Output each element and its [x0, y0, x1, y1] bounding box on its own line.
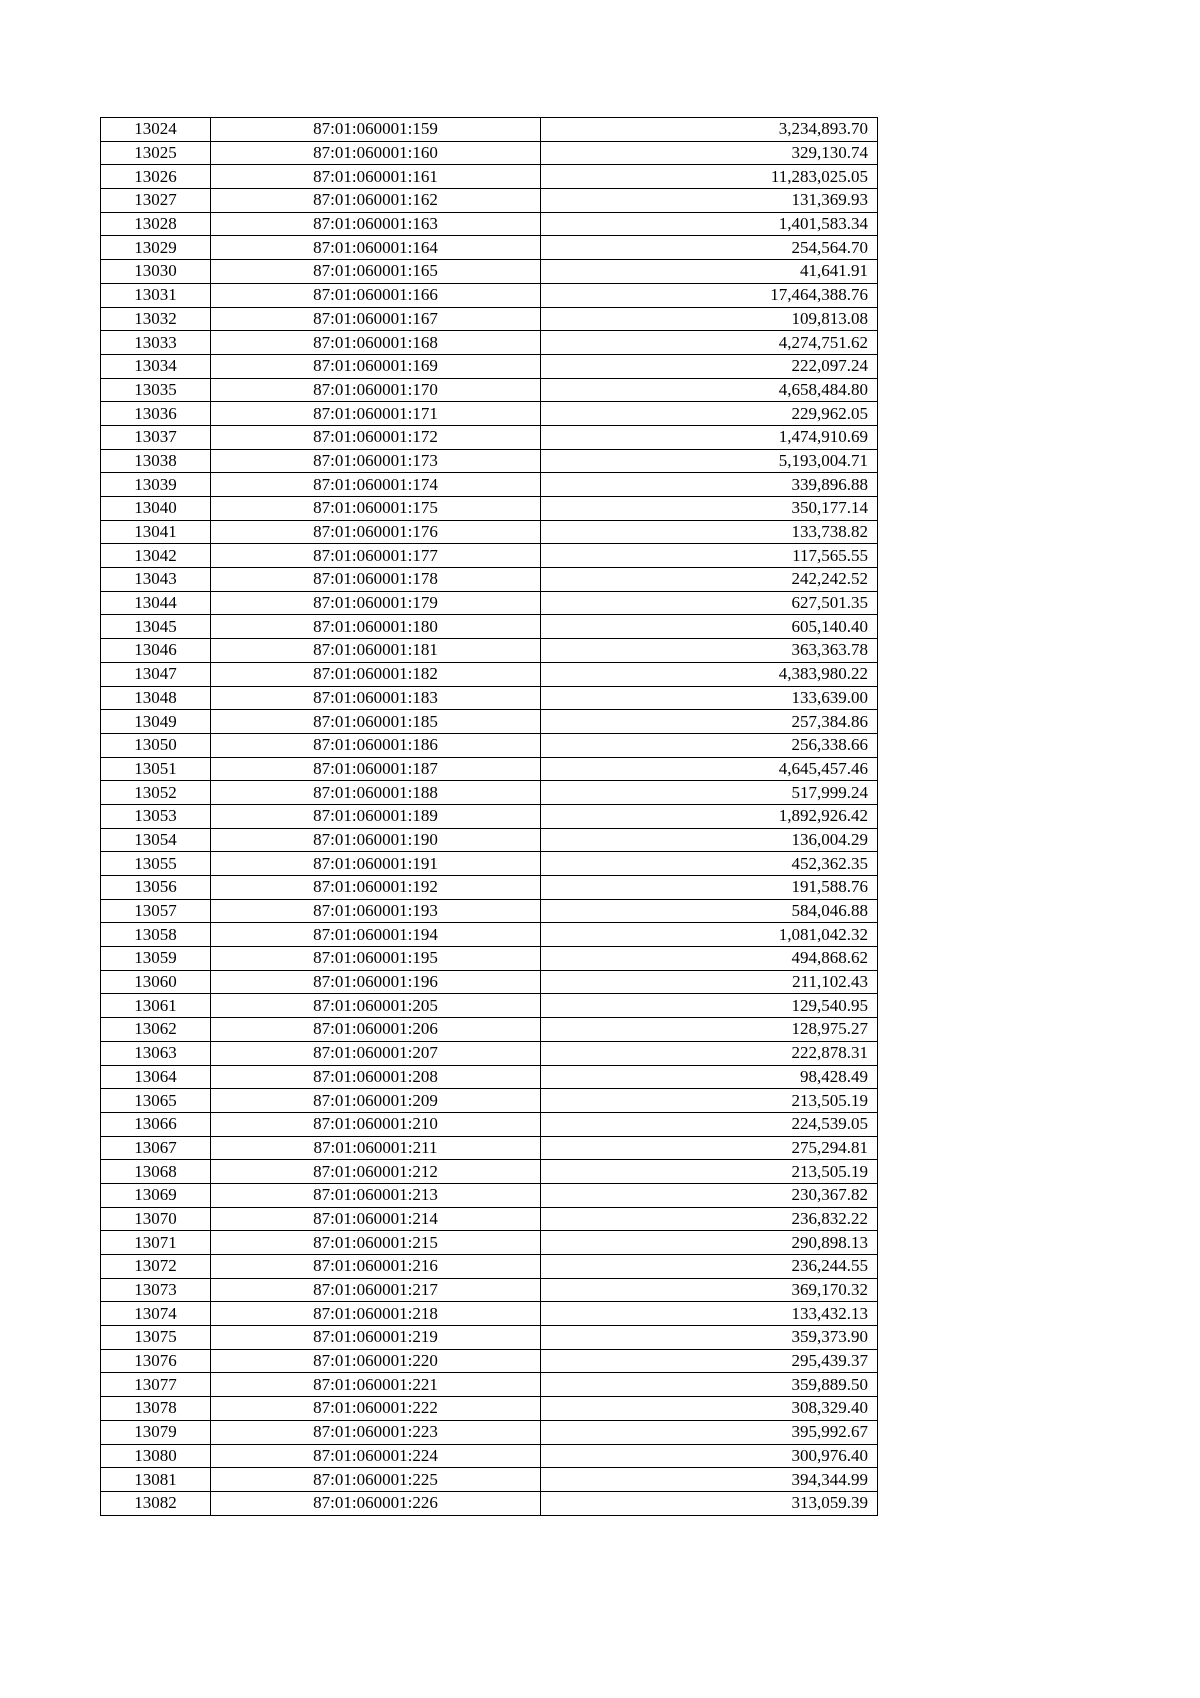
row-number-cell: 13052 [101, 781, 211, 805]
row-number-cell: 13036 [101, 402, 211, 426]
cadastral-number-cell: 87:01:060001:161 [211, 165, 541, 189]
value-cell: 129,540.95 [541, 994, 878, 1018]
cadastral-number-cell: 87:01:060001:165 [211, 260, 541, 284]
row-number-cell: 13035 [101, 378, 211, 402]
table-row [101, 1041, 878, 1065]
table-row [101, 1468, 878, 1492]
cadastral-number-cell: 87:01:060001:191 [211, 852, 541, 876]
value-cell: 605,140.40 [541, 615, 878, 639]
table-row [101, 1444, 878, 1468]
value-cell: 98,428.49 [541, 1065, 878, 1089]
row-number-cell: 13050 [101, 733, 211, 757]
table-row [101, 378, 878, 402]
value-cell: 308,329.40 [541, 1397, 878, 1421]
cadastral-number-cell: 87:01:060001:177 [211, 544, 541, 568]
table-row [101, 1183, 878, 1207]
row-number-cell: 13043 [101, 568, 211, 592]
cadastral-number-cell: 87:01:060001:181 [211, 639, 541, 663]
cadastral-number-cell: 87:01:060001:174 [211, 473, 541, 497]
table-row [101, 354, 878, 378]
table-row [101, 591, 878, 615]
cadastral-number-cell: 87:01:060001:183 [211, 686, 541, 710]
row-number-cell: 13046 [101, 639, 211, 663]
value-cell: 131,369.93 [541, 189, 878, 213]
table-row [101, 757, 878, 781]
table-row [101, 662, 878, 686]
cadastral-number-cell: 87:01:060001:219 [211, 1326, 541, 1350]
value-cell: 128,975.27 [541, 1018, 878, 1042]
row-number-cell: 13041 [101, 520, 211, 544]
value-cell: 584,046.88 [541, 899, 878, 923]
value-cell: 17,464,388.76 [541, 283, 878, 307]
table-row [101, 1089, 878, 1113]
cadastral-number-cell: 87:01:060001:208 [211, 1065, 541, 1089]
cadastral-number-cell: 87:01:060001:172 [211, 425, 541, 449]
cadastral-number-cell: 87:01:060001:162 [211, 189, 541, 213]
value-cell: 236,244.55 [541, 1255, 878, 1279]
cadastral-number-cell: 87:01:060001:222 [211, 1397, 541, 1421]
value-cell: 229,962.05 [541, 402, 878, 426]
value-cell: 275,294.81 [541, 1136, 878, 1160]
value-cell: 1,474,910.69 [541, 425, 878, 449]
cadastral-number-cell: 87:01:060001:159 [211, 118, 541, 142]
row-number-cell: 13069 [101, 1183, 211, 1207]
cadastral-number-cell: 87:01:060001:160 [211, 141, 541, 165]
table-row [101, 781, 878, 805]
cadastral-number-cell: 87:01:060001:225 [211, 1468, 541, 1492]
table-row [101, 923, 878, 947]
value-cell: 211,102.43 [541, 970, 878, 994]
cadastral-number-cell: 87:01:060001:166 [211, 283, 541, 307]
row-number-cell: 13066 [101, 1112, 211, 1136]
row-number-cell: 13040 [101, 497, 211, 521]
row-number-cell: 13048 [101, 686, 211, 710]
row-number-cell: 13056 [101, 876, 211, 900]
table-row [101, 1397, 878, 1421]
table-row [101, 828, 878, 852]
table-row [101, 449, 878, 473]
table-row [101, 141, 878, 165]
value-cell: 133,639.00 [541, 686, 878, 710]
row-number-cell: 13026 [101, 165, 211, 189]
row-number-cell: 13038 [101, 449, 211, 473]
value-cell: 627,501.35 [541, 591, 878, 615]
cadastral-number-cell: 87:01:060001:185 [211, 710, 541, 734]
cadastral-number-cell: 87:01:060001:163 [211, 212, 541, 236]
cadastral-number-cell: 87:01:060001:187 [211, 757, 541, 781]
cadastral-number-cell: 87:01:060001:170 [211, 378, 541, 402]
value-cell: 329,130.74 [541, 141, 878, 165]
cadastral-number-cell: 87:01:060001:214 [211, 1207, 541, 1231]
value-cell: 1,892,926.42 [541, 804, 878, 828]
row-number-cell: 13034 [101, 354, 211, 378]
cadastral-number-cell: 87:01:060001:209 [211, 1089, 541, 1113]
cadastral-number-cell: 87:01:060001:180 [211, 615, 541, 639]
cadastral-number-cell: 87:01:060001:215 [211, 1231, 541, 1255]
cadastral-number-cell: 87:01:060001:192 [211, 876, 541, 900]
cadastral-number-cell: 87:01:060001:188 [211, 781, 541, 805]
table-row [101, 568, 878, 592]
value-cell: 494,868.62 [541, 947, 878, 971]
row-number-cell: 13058 [101, 923, 211, 947]
value-cell: 1,401,583.34 [541, 212, 878, 236]
table-row [101, 1373, 878, 1397]
cadastral-number-cell: 87:01:060001:220 [211, 1349, 541, 1373]
value-cell: 257,384.86 [541, 710, 878, 734]
table-row [101, 1160, 878, 1184]
table-row [101, 283, 878, 307]
cadastral-number-cell: 87:01:060001:195 [211, 947, 541, 971]
table-row [101, 1349, 878, 1373]
table-row [101, 425, 878, 449]
table-row [101, 1420, 878, 1444]
table-row [101, 947, 878, 971]
value-cell: 4,658,484.80 [541, 378, 878, 402]
cadastral-number-cell: 87:01:060001:226 [211, 1491, 541, 1515]
value-cell: 41,641.91 [541, 260, 878, 284]
table-row [101, 686, 878, 710]
value-cell: 4,645,457.46 [541, 757, 878, 781]
value-cell: 117,565.55 [541, 544, 878, 568]
cadastral-number-cell: 87:01:060001:171 [211, 402, 541, 426]
row-number-cell: 13030 [101, 260, 211, 284]
row-number-cell: 13074 [101, 1302, 211, 1326]
cadastral-number-cell: 87:01:060001:224 [211, 1444, 541, 1468]
value-cell: 359,889.50 [541, 1373, 878, 1397]
value-cell: 295,439.37 [541, 1349, 878, 1373]
row-number-cell: 13047 [101, 662, 211, 686]
row-number-cell: 13063 [101, 1041, 211, 1065]
table-row [101, 236, 878, 260]
value-cell: 11,283,025.05 [541, 165, 878, 189]
value-cell: 109,813.08 [541, 307, 878, 331]
row-number-cell: 13055 [101, 852, 211, 876]
table-row [101, 804, 878, 828]
value-cell: 1,081,042.32 [541, 923, 878, 947]
cadastral-number-cell: 87:01:060001:190 [211, 828, 541, 852]
value-cell: 236,832.22 [541, 1207, 878, 1231]
table-body [101, 118, 878, 1516]
cadastral-number-cell: 87:01:060001:182 [211, 662, 541, 686]
cadastral-number-cell: 87:01:060001:168 [211, 331, 541, 355]
table-row [101, 710, 878, 734]
value-cell: 394,344.99 [541, 1468, 878, 1492]
value-cell: 224,539.05 [541, 1112, 878, 1136]
table-row [101, 1065, 878, 1089]
value-cell: 313,059.39 [541, 1491, 878, 1515]
value-cell: 300,976.40 [541, 1444, 878, 1468]
table-row [101, 899, 878, 923]
table-row [101, 1112, 878, 1136]
row-number-cell: 13082 [101, 1491, 211, 1515]
cadastral-number-cell: 87:01:060001:218 [211, 1302, 541, 1326]
cadastral-number-cell: 87:01:060001:213 [211, 1183, 541, 1207]
table-row [101, 212, 878, 236]
row-number-cell: 13065 [101, 1089, 211, 1113]
cadastral-number-cell: 87:01:060001:205 [211, 994, 541, 1018]
table-row [101, 994, 878, 1018]
row-number-cell: 13068 [101, 1160, 211, 1184]
row-number-cell: 13077 [101, 1373, 211, 1397]
row-number-cell: 13059 [101, 947, 211, 971]
table-row [101, 473, 878, 497]
table-row [101, 615, 878, 639]
value-cell: 191,588.76 [541, 876, 878, 900]
value-cell: 213,505.19 [541, 1160, 878, 1184]
cadastral-number-cell: 87:01:060001:178 [211, 568, 541, 592]
table-row [101, 1207, 878, 1231]
table-row [101, 307, 878, 331]
cadastral-number-cell: 87:01:060001:176 [211, 520, 541, 544]
row-number-cell: 13024 [101, 118, 211, 142]
row-number-cell: 13027 [101, 189, 211, 213]
table-row [101, 1255, 878, 1279]
value-cell: 517,999.24 [541, 781, 878, 805]
cadastral-number-cell: 87:01:060001:210 [211, 1112, 541, 1136]
row-number-cell: 13042 [101, 544, 211, 568]
value-cell: 4,383,980.22 [541, 662, 878, 686]
value-cell: 359,373.90 [541, 1326, 878, 1350]
table-row [101, 1278, 878, 1302]
table-row [101, 118, 878, 142]
row-number-cell: 13028 [101, 212, 211, 236]
table-row [101, 402, 878, 426]
row-number-cell: 13045 [101, 615, 211, 639]
table-row [101, 639, 878, 663]
table-row [101, 1136, 878, 1160]
table-row [101, 1326, 878, 1350]
cadastral-number-cell: 87:01:060001:207 [211, 1041, 541, 1065]
value-cell: 222,097.24 [541, 354, 878, 378]
value-cell: 395,992.67 [541, 1420, 878, 1444]
row-number-cell: 13033 [101, 331, 211, 355]
row-number-cell: 13070 [101, 1207, 211, 1231]
value-cell: 213,505.19 [541, 1089, 878, 1113]
table-row [101, 733, 878, 757]
cadastral-number-cell: 87:01:060001:186 [211, 733, 541, 757]
row-number-cell: 13037 [101, 425, 211, 449]
row-number-cell: 13060 [101, 970, 211, 994]
table-row [101, 1018, 878, 1042]
row-number-cell: 13032 [101, 307, 211, 331]
value-cell: 290,898.13 [541, 1231, 878, 1255]
cadastral-number-cell: 87:01:060001:173 [211, 449, 541, 473]
value-cell: 256,338.66 [541, 733, 878, 757]
cadastral-number-cell: 87:01:060001:212 [211, 1160, 541, 1184]
row-number-cell: 13049 [101, 710, 211, 734]
cadastral-number-cell: 87:01:060001:211 [211, 1136, 541, 1160]
table-row [101, 497, 878, 521]
table-row [101, 876, 878, 900]
table-row [101, 1231, 878, 1255]
cadastral-number-cell: 87:01:060001:223 [211, 1420, 541, 1444]
row-number-cell: 13079 [101, 1420, 211, 1444]
value-cell: 350,177.14 [541, 497, 878, 521]
row-number-cell: 13072 [101, 1255, 211, 1279]
row-number-cell: 13029 [101, 236, 211, 260]
row-number-cell: 13057 [101, 899, 211, 923]
row-number-cell: 13078 [101, 1397, 211, 1421]
value-cell: 452,362.35 [541, 852, 878, 876]
table-row [101, 189, 878, 213]
cadastral-number-cell: 87:01:060001:179 [211, 591, 541, 615]
table-row [101, 1491, 878, 1515]
row-number-cell: 13025 [101, 141, 211, 165]
row-number-cell: 13053 [101, 804, 211, 828]
value-cell: 339,896.88 [541, 473, 878, 497]
row-number-cell: 13081 [101, 1468, 211, 1492]
row-number-cell: 13062 [101, 1018, 211, 1042]
value-cell: 5,193,004.71 [541, 449, 878, 473]
cadastral-number-cell: 87:01:060001:167 [211, 307, 541, 331]
table-row [101, 544, 878, 568]
row-number-cell: 13073 [101, 1278, 211, 1302]
row-number-cell: 13064 [101, 1065, 211, 1089]
cadastral-number-cell: 87:01:060001:189 [211, 804, 541, 828]
value-cell: 4,274,751.62 [541, 331, 878, 355]
value-cell: 242,242.52 [541, 568, 878, 592]
table-row [101, 260, 878, 284]
value-cell: 133,432.13 [541, 1302, 878, 1326]
row-number-cell: 13044 [101, 591, 211, 615]
row-number-cell: 13080 [101, 1444, 211, 1468]
cadastral-number-cell: 87:01:060001:206 [211, 1018, 541, 1042]
table-row [101, 165, 878, 189]
value-cell: 369,170.32 [541, 1278, 878, 1302]
table-row [101, 970, 878, 994]
row-number-cell: 13031 [101, 283, 211, 307]
value-cell: 222,878.31 [541, 1041, 878, 1065]
row-number-cell: 13054 [101, 828, 211, 852]
cadastral-number-cell: 87:01:060001:193 [211, 899, 541, 923]
cadastral-number-cell: 87:01:060001:175 [211, 497, 541, 521]
table-row [101, 520, 878, 544]
row-number-cell: 13067 [101, 1136, 211, 1160]
cadastral-number-cell: 87:01:060001:217 [211, 1278, 541, 1302]
table-row [101, 331, 878, 355]
cadastral-number-cell: 87:01:060001:196 [211, 970, 541, 994]
row-number-cell: 13076 [101, 1349, 211, 1373]
row-number-cell: 13051 [101, 757, 211, 781]
cadastral-number-cell: 87:01:060001:164 [211, 236, 541, 260]
cadastral-number-cell: 87:01:060001:169 [211, 354, 541, 378]
cadastral-number-cell: 87:01:060001:216 [211, 1255, 541, 1279]
data-table [100, 117, 878, 1516]
table-row [101, 1302, 878, 1326]
table-row [101, 852, 878, 876]
row-number-cell: 13061 [101, 994, 211, 1018]
cadastral-number-cell: 87:01:060001:221 [211, 1373, 541, 1397]
cadastral-number-cell: 87:01:060001:194 [211, 923, 541, 947]
value-cell: 136,004.29 [541, 828, 878, 852]
value-cell: 254,564.70 [541, 236, 878, 260]
row-number-cell: 13071 [101, 1231, 211, 1255]
value-cell: 230,367.82 [541, 1183, 878, 1207]
row-number-cell: 13075 [101, 1326, 211, 1350]
row-number-cell: 13039 [101, 473, 211, 497]
value-cell: 363,363.78 [541, 639, 878, 663]
value-cell: 133,738.82 [541, 520, 878, 544]
value-cell: 3,234,893.70 [541, 118, 878, 142]
